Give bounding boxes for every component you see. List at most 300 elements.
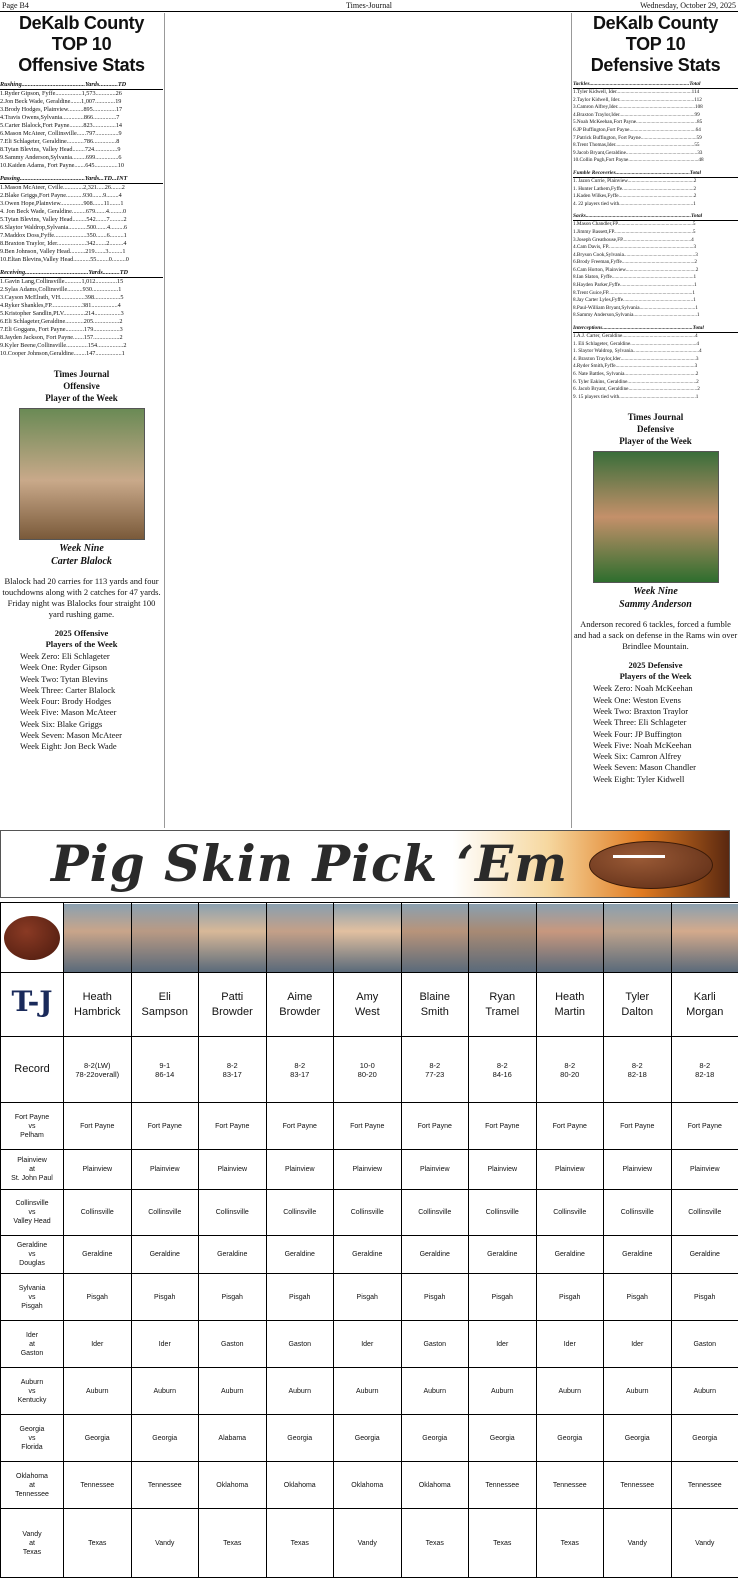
pick-cell: Gaston [401,1321,469,1368]
game-label-cell [1,1103,64,1150]
stat-section-header: Rushing.........................................Yards............TD [0,81,163,90]
picker-photo [334,904,401,972]
stat-row: 8.Ian Slaton, Fyffe...............................................................1 [573,274,738,282]
stat-row: 7.Patrick Buffington, Fort Payne...........................................59 [573,135,738,143]
pick-cell: Auburn [536,1368,604,1415]
game-label-line: Douglas [1,1259,63,1268]
pick-cell: Auburn [266,1368,334,1415]
page-number: Page B4 [2,0,29,11]
paper-name: Times-Journal [0,0,738,11]
picker-photo-cell [131,903,199,973]
pick-cell: Auburn [334,1368,402,1415]
picker-photo [132,904,199,972]
pick-cell: Ider [131,1321,199,1368]
picker-first-name: Tyler [604,990,671,1005]
pick-cell: Geraldine [671,1236,738,1274]
pick-cell: Ider [334,1321,402,1368]
game-label-line: Plainview [1,1156,63,1165]
stat-row: 10.Cooper Johnson,Geraldine........147.................1 [0,350,163,358]
pick-cell: Oklahoma [334,1462,402,1509]
picker-overall-record: 82-18 [604,1070,671,1079]
picker-overall-record: 83-17 [199,1070,266,1079]
stat-row: 8.Paul-William Bryant,Sylvania...........................................1 [573,305,738,313]
pick-cell: Auburn [199,1368,267,1415]
stat-row: 4.Ryker Shankles,FP....................381.................4 [0,302,163,310]
stat-section-header: Passing..........................................Yards...TD...INT [0,175,163,184]
pick-cell: Auburn [469,1368,537,1415]
picker-record-cell [401,1037,469,1103]
stat-section-header: Tackles..........................................................................Total [573,81,738,89]
picker-photo-cell [671,903,738,973]
stat-row: 1. Eli Schlageter, Geraldine...................................................4 [573,341,738,349]
offensive-potw-title [0,368,163,404]
game-label-line: Valley Head [1,1217,63,1226]
picker-name-row [1,973,738,1037]
defensive-stat-sections [573,81,738,401]
defensive-week-caption [573,585,738,611]
stat-row: 8.Sammy Anderson,Sylvania.................................................1 [573,312,738,320]
potw-line: Player of the Week [0,392,163,404]
game-label-line: at [1,1539,63,1548]
picker-first-name: Patti [199,990,266,1005]
record-label: Record [1,1037,64,1103]
potw-line: Defensive [573,423,738,435]
poy-entry: Week Seven: Mason Chandler [593,762,738,773]
offensive-poy-title [0,628,163,650]
pick-cell: Pisgah [401,1274,469,1321]
pick-cell: Georgia [671,1415,738,1462]
pick-cell: Tennessee [64,1462,132,1509]
player-name: Sammy Anderson [573,598,738,611]
game-label-line: at [1,1481,63,1490]
pick-cell: Plainview [334,1150,402,1190]
tj-logo: T-J [11,985,52,1018]
picker-last-name: Morgan [672,1005,738,1020]
picker-weekly-record: 8-2 [469,1061,536,1070]
football-icon [589,841,713,889]
game-row [1,1415,738,1462]
stat-section-header: Fumble Recoveries.......................................................Total [573,170,738,178]
pick-cell: Fort Payne [671,1103,738,1150]
football-photo-cell [1,903,64,973]
picker-last-name: Smith [402,1005,469,1020]
pick-cell: Oklahoma [199,1462,267,1509]
pick-cell: Collinsville [266,1190,334,1236]
poy-line: Players of the Week [573,671,738,682]
stat-row: 7.Maddox Doss,Fyffe.....................350.......6.........1 [0,232,163,240]
game-label-line: Pisgah [1,1302,63,1311]
stat-row: 1.Tyler Kidwell, Ider..........................................................114 [573,89,738,97]
picker-overall-record: 77-23 [402,1070,469,1079]
picker-first-name: Heath [64,990,131,1005]
picker-overall-record: 78-22overall) [64,1070,131,1079]
pick-cell: Alabama [199,1415,267,1462]
stat-row: 6.Cam Horton, Plainview......................................................2 [573,267,738,275]
potw-line: Offensive [0,380,163,392]
game-label-line: Sylvania [1,1284,63,1293]
stat-row: 9. 15 players tied with...........................................................1 [573,394,738,402]
game-label-line: vs [1,1293,63,1302]
pick-cell: Collinsville [199,1190,267,1236]
stat-row: 8.Hayden Parker,Fyffe.........................................................1 [573,282,738,290]
pick-cell: Geraldine [131,1236,199,1274]
pick-cell: Texas [536,1509,604,1578]
picker-photo [402,904,469,972]
game-label-line: Kentucky [1,1396,63,1405]
stat-row: 1.Mason McAteer, Cville.............2,321.....26.......2 [0,184,163,192]
game-label-cell [1,1321,64,1368]
stat-section-header: Sacks..............................................................................Total [573,213,738,221]
pick-cell: Ider [64,1321,132,1368]
tj-logo-cell [1,973,64,1037]
picker-last-name: Browder [199,1005,266,1020]
game-label-cell [1,1368,64,1415]
stat-row: 6.JP Buffington,Fort Payne...................................................64 [573,127,738,135]
stat-row: 8.Trent Guice,FP.................................................................1 [573,290,738,298]
picker-first-name: Heath [537,990,604,1005]
poy-entry: Week Two: Braxton Traylor [593,706,738,717]
picker-last-name: Browder [267,1005,334,1020]
stat-row: 1.Gavin Lang,Collinsville...........1,012..............15 [0,278,163,286]
title-line: DeKalb County [573,13,738,34]
game-row [1,1462,738,1509]
stat-row: 1.Ryder Gipson, Fyffe.................1,573.............26 [0,90,163,98]
picker-first-name: Eli [132,990,199,1005]
stat-row: 4.Ryder Smith,Fyffe.............................................................3 [573,363,738,371]
stat-row: 6.Slaytor Waldrop,Sylvania............500.......4.........6 [0,224,163,232]
stat-row: 2.Jon Beck Wade, Geraldine.......1,007.............19 [0,98,163,106]
pick-cell: Tennessee [536,1462,604,1509]
pick-cell: Oklahoma [401,1462,469,1509]
game-label-line: vs [1,1250,63,1259]
poy-entry: Week Three: Carter Blalock [20,685,163,696]
pick-cell: Collinsville [64,1190,132,1236]
game-label-line: Tennessee [1,1490,63,1499]
poy-entry: Week Eight: Jon Beck Wade [20,741,163,752]
picker-photo [64,904,131,972]
pick-cell: Fort Payne [604,1103,672,1150]
defensive-potw-title [573,411,738,447]
poy-entry: Week Four: JP Buffington [593,729,738,740]
pick-cell: Pisgah [536,1274,604,1321]
stat-row: 4. 22 players tied with.........................................................1 [573,201,738,209]
stat-row: 7.Eli Schlageter, Geraldine...........786...............8 [0,138,163,146]
stat-row: 10.Kaiden Adams, Fort Payne.......645...............10 [0,162,163,170]
game-label-line: Texas [1,1548,63,1557]
game-label-line: vs [1,1434,63,1443]
picker-last-name: Tramel [469,1005,536,1020]
game-row [1,1321,738,1368]
pick-cell: Plainview [469,1150,537,1190]
picker-name-cell [199,973,267,1037]
defensive-poy-list [573,683,738,785]
picker-first-name: Ryan [469,990,536,1005]
game-label-cell [1,1274,64,1321]
stat-row: 10.Eltan Blevins,Valley Head...........55........0.........0 [0,256,163,264]
pick-cell: Pisgah [334,1274,402,1321]
picker-photo [199,904,266,972]
pick-cell: Auburn [401,1368,469,1415]
picker-weekly-record: 10-0 [334,1061,401,1070]
poy-entry: Week Five: Noah McKeehan [593,740,738,751]
poy-entry: Week One: Ryder Gipson [20,662,163,673]
game-label-line: Collinsville [1,1199,63,1208]
game-label-line: Florida [1,1443,63,1452]
poy-entry: Week Zero: Noah McKeehan [593,683,738,694]
title-line: Offensive Stats [0,55,163,76]
picker-weekly-record: 8-2 [604,1061,671,1070]
game-label-cell [1,1190,64,1236]
stat-row: 6. Jacob Bryant, Geraldine.....................................................2 [573,386,738,394]
picker-name-cell [604,973,672,1037]
column-divider [164,13,165,828]
pick-em-table [0,902,738,1578]
stat-row: 4.Bryson Cook,Sylvania.......................................................3 [573,252,738,260]
game-label-cell [1,1509,64,1578]
poy-line: Players of the Week [0,639,163,650]
stat-row: 6.Mason McAteer, Collinsville......797...............9 [0,130,163,138]
stat-row: 3.Cayson McElrath, VH................398.................5 [0,294,163,302]
stat-row: 4. Jon Beck Wade, Geraldine.........679.......4.........0 [0,208,163,216]
game-label-line: Pelham [1,1131,63,1140]
game-label-line: Vandy [1,1530,63,1539]
offensive-stats-column [0,13,163,753]
pick-cell: Collinsville [671,1190,738,1236]
picker-name-cell [131,973,199,1037]
pick-cell: Fort Payne [469,1103,537,1150]
picker-name-cell [536,973,604,1037]
stat-row: 8.Tytan Blevins, Valley Head........724...............9 [0,146,163,154]
game-row [1,1274,738,1321]
pick-cell: Collinsville [469,1190,537,1236]
offensive-week-caption [0,542,163,568]
poy-entry: Week Two: Tytan Blevins [20,674,163,685]
picker-first-name: Amy [334,990,401,1005]
picker-record-cell [671,1037,738,1103]
stat-row: 4. Braxton Traylor,Ider..........................................................3 [573,356,738,364]
picker-photo-cell [64,903,132,973]
picker-record-cell [199,1037,267,1103]
stat-row: 1. Slaytor Waldrop, Sylvania...................................................4 [573,348,738,356]
game-label-line: vs [1,1387,63,1396]
pick-cell: Tennessee [671,1462,738,1509]
picker-name-cell [334,973,402,1037]
pick-cell: Georgia [131,1415,199,1462]
game-row [1,1368,738,1415]
picker-first-name: Karli [672,990,738,1005]
stat-section-header: Interceptions...................................................................Total [573,325,738,333]
pick-cell: Pisgah [266,1274,334,1321]
pick-cell: Auburn [64,1368,132,1415]
stat-row: 5.Carter Blalock,Fort Payne.........823...............14 [0,122,163,130]
defensive-poy-title [573,660,738,682]
pick-cell: Texas [199,1509,267,1578]
pick-cell: Fort Payne [199,1103,267,1150]
picker-photo [469,904,536,972]
pick-cell: Collinsville [131,1190,199,1236]
stat-row: 4.Braxton Traylor,Ider..........................................................99 [573,112,738,120]
pick-cell: Geraldine [401,1236,469,1274]
defensive-player-blurb: Anderson recored 6 tackles, forced a fumble and had a sack on defense in the Rams win over Brindlee Mountain. [573,619,738,652]
picker-name-cell [469,973,537,1037]
pick-cell: Georgia [536,1415,604,1462]
picker-name-cell [671,973,738,1037]
pick-cell: Pisgah [199,1274,267,1321]
week-label: Week Nine [0,542,163,555]
title-line: DeKalb County [0,13,163,34]
picker-photo-cell [604,903,672,973]
pick-cell: Geraldine [199,1236,267,1274]
pick-cell: Plainview [536,1150,604,1190]
picker-weekly-record: 8-2 [199,1061,266,1070]
pick-cell: Geraldine [536,1236,604,1274]
stat-row: 1.Jimmy Bassett,FP.............................................................5 [573,229,738,237]
picker-record-cell [334,1037,402,1103]
pick-cell: Georgia [266,1415,334,1462]
picker-record-cell [266,1037,334,1103]
stat-row: 6. Nate Battles, Sylvania.......................................................2 [573,371,738,379]
pick-cell: Georgia [334,1415,402,1462]
pick-cell: Vandy [131,1509,199,1578]
stat-row: 9.Kyler Beene,Collinsville..............154.................2 [0,342,163,350]
picker-last-name: Dalton [604,1005,671,1020]
stat-row: 3.Joseph Greathouse,FP.....................................................4 [573,237,738,245]
pick-cell: Pisgah [671,1274,738,1321]
pick-em-title: Pig Skin Pick ‘Em [51,834,568,893]
picker-first-name: Blaine [402,990,469,1005]
stat-row: 6.Brody Freeman,Fyffe........................................................2 [573,259,738,267]
picker-overall-record: 83-17 [267,1070,334,1079]
stat-row: 9.Ben Johnson, Valley Head..........219.......3.........1 [0,248,163,256]
game-label-cell [1,1415,64,1462]
offensive-player-photo [19,408,145,540]
pick-cell: Fort Payne [131,1103,199,1150]
stat-row: 8.Jay Carter Lyles,Fyffe......................................................1 [573,297,738,305]
pick-cell: Auburn [131,1368,199,1415]
pick-cell: Georgia [64,1415,132,1462]
defensive-player-photo [593,451,719,583]
football-lace-icon [613,855,665,858]
pick-cell: Collinsville [401,1190,469,1236]
picker-photo-row [1,903,738,973]
game-label-line: at [1,1340,63,1349]
game-label-line: Auburn [1,1378,63,1387]
pick-cell: Ider [604,1321,672,1368]
game-row [1,1236,738,1274]
stat-row: 1.Kaden Wilkes,Fyffe..........................................................2 [573,193,738,201]
picker-photo [672,904,738,972]
defensive-stats-column [573,13,738,785]
page-header [0,0,738,12]
stat-row: 4.Travis Owens,Sylvania..............866...............7 [0,114,163,122]
picker-weekly-record: 9-1 [132,1061,199,1070]
game-label-cell [1,1236,64,1274]
stat-row: 5.Noah McKeehan,Fort Payne...............................................85 [573,119,738,127]
pick-cell: Plainview [64,1150,132,1190]
picker-weekly-record: 8-2 [672,1061,738,1070]
stat-row: 3.Camron Alfrey,Ider............................................................108 [573,104,738,112]
stat-row: 1. Jazon Currie, Plainview...................................................2 [573,178,738,186]
picker-record-cell [131,1037,199,1103]
game-label-line: Gaston [1,1349,63,1358]
picker-overall-record: 80-20 [537,1070,604,1079]
game-row [1,1190,738,1236]
picker-first-name: Aime [267,990,334,1005]
pick-cell: Auburn [604,1368,672,1415]
pick-cell: Texas [401,1509,469,1578]
poy-entry: Week Eight: Tyler Kidwell [593,774,738,785]
picker-weekly-record: 8-2(LW) [64,1061,131,1070]
game-label-line: St. John Paul [1,1174,63,1183]
stat-row: 9.Sammy Anderson,Sylvania.........699...............6 [0,154,163,162]
pick-cell: Tennessee [469,1462,537,1509]
pick-cell: Georgia [604,1415,672,1462]
picker-overall-record: 80-20 [334,1070,401,1079]
game-label-line: at [1,1165,63,1174]
pick-cell: Geraldine [469,1236,537,1274]
pick-cell: Plainview [199,1150,267,1190]
picker-weekly-record: 8-2 [537,1061,604,1070]
pick-cell: Oklahoma [266,1462,334,1509]
game-label-line: Fort Payne [1,1113,63,1122]
picker-weekly-record: 8-2 [402,1061,469,1070]
stat-row: 6. Tyler Eakins, Geraldine.....................................................2 [573,379,738,387]
pick-cell: Georgia [401,1415,469,1462]
offensive-poy-list [0,651,163,753]
pick-cell: Pisgah [64,1274,132,1321]
pick-cell: Collinsville [536,1190,604,1236]
stat-row: 1.Mason Chandler,FP..........................................................5 [573,221,738,229]
picker-record-cell [604,1037,672,1103]
picker-overall-record: 86-14 [132,1070,199,1079]
pick-cell: Plainview [671,1150,738,1190]
title-line: TOP 10 [0,34,163,55]
stat-row: 3.Owen Hope,Plainview...............908.......11.......1 [0,200,163,208]
poy-entry: Week Zero: Eli Schlageter [20,651,163,662]
pick-cell: Tennessee [131,1462,199,1509]
pick-cell: Vandy [334,1509,402,1578]
stat-row: 2.Taylor Kidwell, Ider..........................................................112 [573,97,738,105]
defensive-stats-title [573,13,738,76]
pick-cell: Geraldine [334,1236,402,1274]
game-row [1,1509,738,1578]
stat-row: 3.Brody Hodges, Plainview..........895...............17 [0,106,163,114]
offensive-player-blurb: Blalock had 20 carries for 113 yards and four touchdowns along with 2 catches for 47 yards. Friday night was Blalocks four straight 100 yard rushing game. [0,576,163,620]
stat-row: 2.Sylas Adams,Collinsville..........930.................1 [0,286,163,294]
stat-row: 6.Eli Schlageter,Geraldine............205.................2 [0,318,163,326]
game-label-line: vs [1,1208,63,1217]
game-label-line: Ider [1,1331,63,1340]
poy-line: 2025 Defensive [573,660,738,671]
picker-overall-record: 82-18 [672,1070,738,1079]
pick-cell: Geraldine [266,1236,334,1274]
pick-cell: Collinsville [334,1190,402,1236]
pick-cell: Tennessee [604,1462,672,1509]
pick-cell: Pisgah [604,1274,672,1321]
title-line: TOP 10 [573,34,738,55]
stat-row: 5.Tytan Blevins, Valley Head.........542.......7.........2 [0,216,163,224]
stat-row: 10.Collin Pugh,Fort Payne......................................................48 [573,157,738,165]
picker-name-cell [401,973,469,1037]
title-line: Defensive Stats [573,55,738,76]
picker-record-cell [536,1037,604,1103]
issue-date: Wednesday, October 29, 2025 [640,0,736,11]
pick-cell: Fort Payne [536,1103,604,1150]
picker-last-name: Martin [537,1005,604,1020]
poy-entry: Week Three: Eli Schlageter [593,717,738,728]
poy-entry: Week Six: Camron Alfrey [593,751,738,762]
picker-name-cell [266,973,334,1037]
